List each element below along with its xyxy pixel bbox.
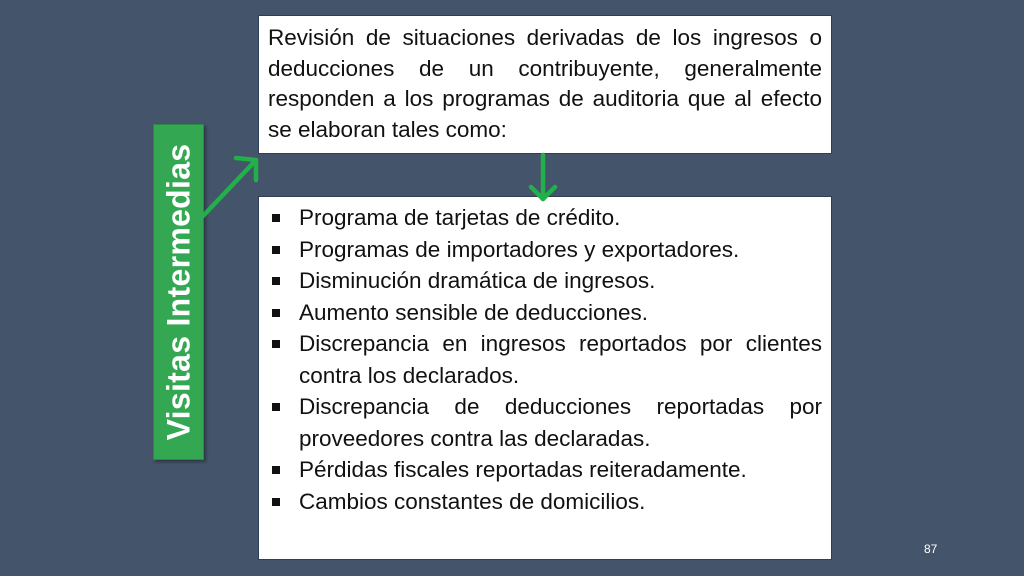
square-bullet-icon — [272, 340, 280, 348]
list-item: Disminución dramática de ingresos. — [270, 265, 822, 297]
programs-box — [258, 196, 832, 560]
side-label-text: Visitas Intermedias — [160, 143, 196, 441]
arrow-down-icon — [531, 155, 555, 199]
square-bullet-icon — [272, 403, 280, 411]
square-bullet-icon — [272, 246, 280, 254]
programs-list — [270, 202, 822, 517]
list-item: Programa de tarjetas de crédito. — [270, 202, 822, 234]
side-label-box — [153, 124, 204, 460]
square-bullet-icon — [272, 214, 280, 222]
list-item: Programas de importadores y exportadores. — [270, 234, 822, 266]
list-item: Pérdidas fiscales reportadas reiteradamente. — [270, 454, 822, 486]
list-item: Discrepancia de deducciones reportadas por proveedores contra las declaradas. — [270, 391, 822, 454]
intro-box — [258, 15, 832, 154]
square-bullet-icon — [272, 466, 280, 474]
square-bullet-icon — [272, 309, 280, 317]
page-number: 87 — [924, 542, 938, 556]
list-item: Cambios constantes de domicilios. — [270, 486, 822, 518]
list-item: Aumento sensible de deducciones. — [270, 297, 822, 329]
list-item: Discrepancia en ingresos reportados por clientes contra los declarados. — [270, 328, 822, 391]
intro-text: Revisión de situaciones derivadas de los ingresos o deducciones de un contribuyente, generalmente responden a los programas de auditoria que al efecto se elaboran tales como: — [268, 25, 822, 142]
square-bullet-icon — [272, 498, 280, 506]
arrow-up-right-icon — [203, 158, 256, 216]
square-bullet-icon — [272, 277, 280, 285]
